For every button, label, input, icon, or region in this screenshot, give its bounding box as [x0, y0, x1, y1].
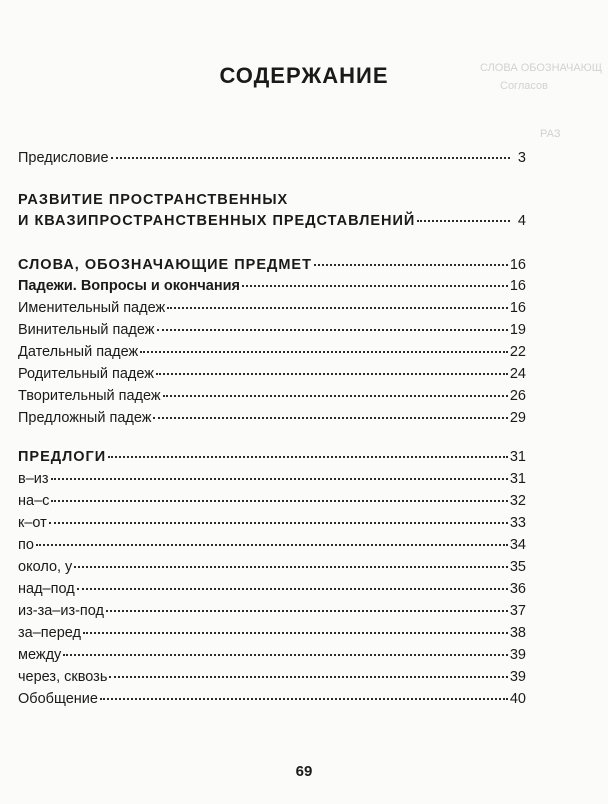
- toc-section-spatial[interactable]: [18, 212, 526, 230]
- toc-entry[interactable]: [18, 514, 526, 532]
- section-heading: СЛОВА, ОБОЗНАЧАЮЩИЕ ПРЕДМЕТ: [18, 257, 312, 273]
- toc-entry-page: 39: [509, 669, 526, 685]
- leader-dots: [156, 373, 508, 375]
- leader-dots: [153, 417, 507, 419]
- toc-section-prepositions[interactable]: [18, 448, 526, 466]
- toc-entry-page: 33: [509, 515, 526, 531]
- toc-entry[interactable]: [18, 365, 526, 383]
- toc-entry[interactable]: [18, 668, 526, 686]
- toc-entry-label: Дательный падеж: [18, 344, 139, 360]
- toc-entry[interactable]: [18, 602, 526, 620]
- toc-entry-page: 29: [509, 410, 526, 426]
- page-title: СОДЕРЖАНИЕ: [219, 63, 389, 88]
- toc-entry-page: 39: [509, 647, 526, 663]
- toc-entry-label: Предисловие: [18, 150, 109, 166]
- toc-entry-label: около, у: [18, 559, 73, 575]
- leader-dots: [167, 307, 508, 309]
- toc-entry[interactable]: [18, 343, 526, 361]
- section-heading: ПРЕДЛОГИ: [18, 449, 107, 465]
- toc-entry-label: через, сквозь: [18, 669, 108, 685]
- toc-entry-page: 24: [509, 366, 526, 382]
- leader-dots: [83, 632, 508, 634]
- leader-dots: [109, 676, 507, 678]
- leader-dots: [108, 456, 508, 458]
- toc-entry-label: по: [18, 537, 34, 553]
- leader-dots: [51, 478, 508, 480]
- toc-entry[interactable]: [18, 321, 526, 339]
- leader-dots: [314, 264, 508, 266]
- toc-entry-label: между: [18, 647, 62, 663]
- toc-entry-label: Творительный падеж: [18, 388, 161, 404]
- toc-entry-page: 37: [509, 603, 526, 619]
- bleedthrough-text: РАЗ: [540, 128, 561, 140]
- toc-entry-page: 34: [509, 537, 526, 553]
- leader-dots: [163, 395, 508, 397]
- leader-dots: [100, 698, 508, 700]
- toc-entry[interactable]: [18, 646, 526, 664]
- leader-dots: [242, 285, 508, 287]
- toc-entry-preface[interactable]: [18, 149, 526, 167]
- page-number: 69: [295, 763, 313, 780]
- toc-entry-page: 31: [509, 449, 526, 465]
- leader-dots: [51, 500, 507, 502]
- toc-entry-page: 16: [509, 300, 526, 316]
- toc-entry-page: 16: [509, 257, 526, 273]
- toc-entry[interactable]: [18, 536, 526, 554]
- leader-dots: [140, 351, 508, 353]
- leader-dots: [111, 157, 510, 159]
- toc-entry-page: 22: [509, 344, 526, 360]
- toc-entry[interactable]: [18, 470, 526, 488]
- bleedthrough-text: СЛОВА ОБОЗНАЧАЮЩ: [480, 62, 603, 74]
- leader-dots: [157, 329, 508, 331]
- toc-entry-page: 19: [509, 322, 526, 338]
- section-heading-line2: И КВАЗИПРОСТРАНСТВЕННЫХ ПРЕДСТАВЛЕНИЙ: [18, 213, 416, 229]
- toc-entry-page: 35: [509, 559, 526, 575]
- toc-entry-page: 16: [509, 278, 526, 294]
- toc-subheading-cases[interactable]: [18, 277, 526, 295]
- toc-entry-label: Именительный падеж: [18, 300, 166, 316]
- toc-entry[interactable]: [18, 299, 526, 317]
- toc-entry-label: из-за–из-под: [18, 603, 104, 619]
- toc-entry[interactable]: [18, 492, 526, 510]
- leader-dots: [106, 610, 508, 612]
- toc-entry-page: 3: [517, 150, 526, 166]
- toc-entry-label: Винительный падеж: [18, 322, 155, 338]
- toc-entry-page: 26: [509, 388, 526, 404]
- toc-entry-page: 32: [509, 493, 526, 509]
- toc-entry[interactable]: [18, 409, 526, 427]
- toc-entry-label: Предложный падеж: [18, 410, 152, 426]
- toc-entry-label: Родительный падеж: [18, 366, 154, 382]
- toc-entry[interactable]: [18, 624, 526, 642]
- subheading-label: Падежи. Вопросы и окончания: [18, 278, 240, 294]
- toc-entry-page: 40: [509, 691, 526, 707]
- leader-dots: [49, 522, 508, 524]
- toc-entry[interactable]: [18, 387, 526, 405]
- toc-entry-label: на–с: [18, 493, 50, 509]
- toc-entry-label: в–из: [18, 471, 49, 487]
- toc-entry[interactable]: [18, 690, 526, 708]
- toc-entry-label: над–под: [18, 581, 75, 597]
- leader-dots: [417, 220, 510, 222]
- toc-entry-label: за–перед: [18, 625, 81, 641]
- toc-entry-page: 36: [509, 581, 526, 597]
- toc-entry-label: Обобщение: [18, 691, 98, 707]
- toc-entry-page: 4: [517, 213, 526, 229]
- leader-dots: [36, 544, 508, 546]
- leader-dots: [77, 588, 508, 590]
- toc-section-nouns[interactable]: [18, 256, 526, 274]
- leader-dots: [74, 566, 508, 568]
- toc-entry-page: 31: [509, 471, 526, 487]
- toc-entry[interactable]: [18, 558, 526, 576]
- toc-entry-label: к–от: [18, 515, 47, 531]
- leader-dots: [63, 654, 508, 656]
- bleedthrough-text: Согласов: [500, 80, 548, 92]
- toc-entry[interactable]: [18, 580, 526, 598]
- toc-entry-page: 38: [509, 625, 526, 641]
- section-heading-line1: РАЗВИТИЕ ПРОСТРАНСТВЕННЫХ: [18, 192, 289, 208]
